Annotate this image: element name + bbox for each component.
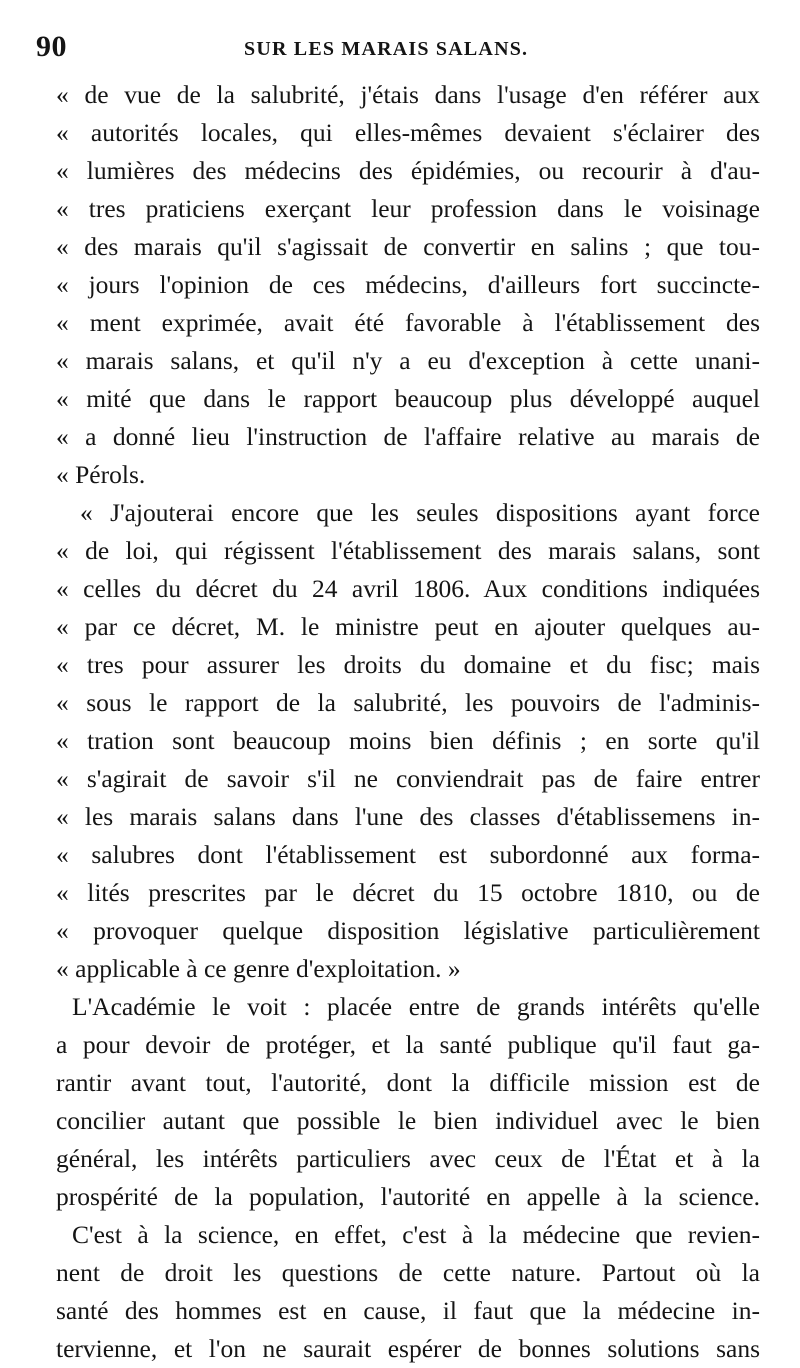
text-line: prospérité de la population, l'autorité en appelle à la science. xyxy=(56,1182,760,1211)
text-line: « de vue de la salubrité, j'étais dans l'usage d'en référer aux xyxy=(56,80,760,109)
text-line: « par ce décret, M. le ministre peut en ajouter quelques au- xyxy=(56,612,760,641)
text-line: « Pérols. xyxy=(56,460,146,489)
text-line: concilier autant que possible le bien individuel avec le bien xyxy=(56,1106,760,1135)
page-number: 90 xyxy=(36,30,67,63)
text-line: « marais salans, et qu'il n'y a eu d'exception à cette unani- xyxy=(56,346,760,375)
text-line: « de loi, qui régissent l'établissement des marais salans, sont xyxy=(56,536,760,565)
text-line: tervienne, et l'on ne saurait espérer de bonnes solutions sans xyxy=(56,1334,760,1363)
text-line: « ment exprimée, avait été favorable à l'établissement des xyxy=(56,308,760,337)
text-line: « tres praticiens exerçant leur profession dans le voisinage xyxy=(56,194,760,223)
text-line: « lumières des médecins des épidémies, ou recourir à d'au- xyxy=(56,156,760,185)
text-line: « applicable à ce genre d'exploitation. » xyxy=(56,954,461,983)
text-line: « lités prescrites par le décret du 15 octobre 1810, ou de xyxy=(56,878,760,907)
text-line: « tres pour assurer les droits du domaine et du fisc; mais xyxy=(56,650,760,679)
text-line: L'Académie le voit : placée entre de grands intérêts qu'elle xyxy=(72,992,760,1021)
text-line: « salubres dont l'établissement est subordonné aux forma- xyxy=(56,840,760,869)
text-line: « s'agirait de savoir s'il ne conviendrait pas de faire entrer xyxy=(56,764,760,793)
text-line: « des marais qu'il s'agissait de convertir en salins ; que tou- xyxy=(56,232,760,261)
text-line: général, les intérêts particuliers avec ceux de l'État et à la xyxy=(56,1144,760,1173)
text-line: a pour devoir de protéger, et la santé publique qu'il faut ga- xyxy=(56,1030,760,1059)
text-line: « tration sont beaucoup moins bien définis ; en sorte qu'il xyxy=(56,726,760,755)
text-line: rantir avant tout, l'autorité, dont la difficile mission est de xyxy=(56,1068,760,1097)
text-line: C'est à la science, en effet, c'est à la médecine que revien- xyxy=(72,1220,760,1249)
text-line: « provoquer quelque disposition législative particulièrement xyxy=(56,916,760,945)
text-line: « J'ajouterai encore que les seules dispositions ayant force xyxy=(80,498,760,527)
running-title: SUR LES MARAIS SALANS. xyxy=(244,38,529,60)
text-line: nent de droit les questions de cette nature. Partout où la xyxy=(56,1258,760,1287)
text-line: « autorités locales, qui elles-mêmes devaient s'éclairer des xyxy=(56,118,760,147)
text-line: « les marais salans dans l'une des classes d'établissemens in- xyxy=(56,802,760,831)
text-line: « jours l'opinion de ces médecins, d'ailleurs fort succincte- xyxy=(56,270,760,299)
text-line: « sous le rapport de la salubrité, les pouvoirs de l'adminis- xyxy=(56,688,760,717)
text-line: « a donné lieu l'instruction de l'affaire relative au marais de xyxy=(56,422,760,451)
body-text xyxy=(56,76,760,1368)
text-line: « mité que dans le rapport beaucoup plus développé auquel xyxy=(56,384,760,413)
text-line: « celles du décret du 24 avril 1806. Aux conditions indiquées xyxy=(56,574,760,603)
running-head xyxy=(36,30,760,70)
text-line: santé des hommes est en cause, il faut que la médecine in- xyxy=(56,1296,760,1325)
